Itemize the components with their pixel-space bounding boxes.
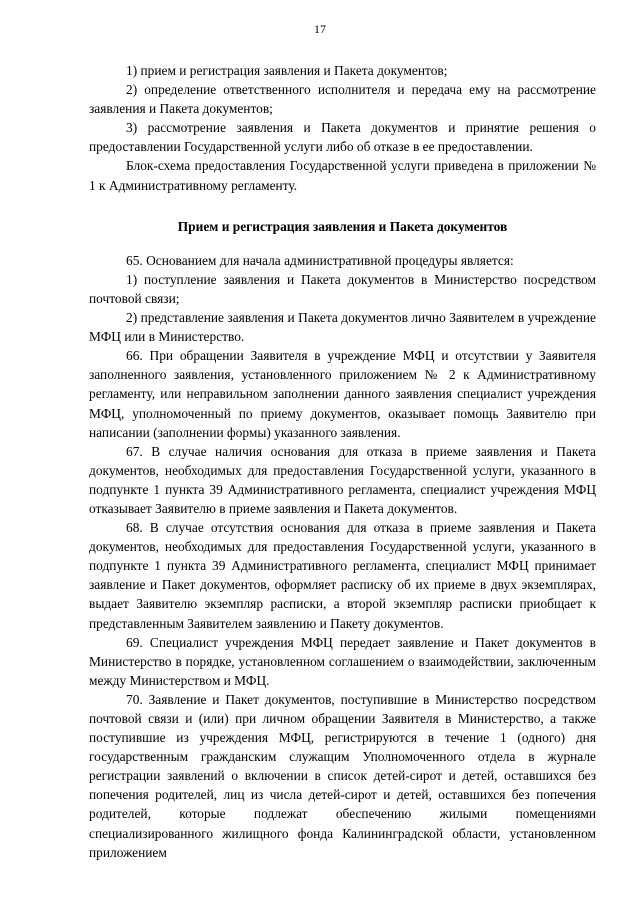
- paragraph-69: 69. Специалист учреждения МФЦ передает заявление и Пакет документов в Министерство в порядке, установленном соглашением о взаимодействии, заключенным между Министерством и МФЦ.: [89, 634, 596, 688]
- paragraph-67: 67. В случае наличия основания для отказа в приеме заявления и Пакета документов, необходимых для предоставления Государственной услуги, указанного в подпункте 1 пункта 39 Административного регламента, специалист учреждения МФЦ отказывает Заявителю в приеме заявления и Пакета документов.: [89, 443, 596, 516]
- paragraph-65-item-1: 1) поступление заявления и Пакета документов в Министерство посредством почтовой связи;: [89, 271, 596, 306]
- section-title: Прием и регистрация заявления и Пакета документов: [177, 218, 508, 234]
- paragraph-65: 65. Основанием для начала административной процедуры является:: [126, 252, 514, 268]
- paragraph-68: 68. В случае отсутствия основания для отказа в приеме заявления и Пакета документов, необходимых для предоставления Государственной услуги, указанного в подпункте 1 пункта 39 Административного регламента, специалист МФЦ принимает заявление и Пакет документов, оформляет расписку об их приеме в двух экземплярах, выдает Заявителю экземпляр расписки, а второй экземпляр расписки приобщает к представленным Заявителем заявлению и Пакету документов.: [89, 520, 596, 631]
- paragraph-66: 66. При обращении Заявителя в учреждение МФЦ и отсутствии у Заявителя заполненного заявления, установленного приложением № 2 к Административному регламенту, или неправильном заполнении данного заявления специалист учреждения МФЦ, уполномоченный по приему документов, оказывает помощь Заявителю при написании (заполнении формы) указанного заявления.: [89, 348, 596, 440]
- intro-paragraph: Блок-схема предоставления Государственной услуги приведена в приложении № 1 к Административному регламенту.: [89, 158, 596, 193]
- intro-list-item: 1) прием и регистрация заявления и Пакета документов;: [126, 63, 448, 78]
- page-number: 17: [314, 22, 326, 36]
- document-body: [89, 61, 596, 862]
- paragraph-70: 70. Заявление и Пакет документов, поступившие в Министерство посредством почтовой связи и (или) при личном обращении Заявителя в Министерство, а также поступившие из учреждения МФЦ, регистрируются в течение 1 (одного) дня государственным гражданским служащим Уполномоченного отдела в журнале регистрации заявлений о включении в список детей-сирот и детей, оставшихся без попечения родителей, лиц из числа детей-сирот и детей, оставшихся без попечения родителей, которые подлежат обеспечению жилыми помещениями специализированного жилищного фонда Калининградской области, установленном приложением: [89, 691, 596, 860]
- paragraph-65-item-2: 2) представление заявления и Пакета документов лично Заявителем в учреждение МФЦ или в Министерство.: [89, 310, 596, 345]
- intro-list-item: 2) определение ответственного исполнителя и передача ему на рассмотрение заявления и Пакета документов;: [89, 82, 596, 117]
- intro-list-item: 3) рассмотрение заявления и Пакета документов и принятие решения о предоставлении Государственной услуги либо об отказе в ее предоставлении.: [89, 120, 596, 155]
